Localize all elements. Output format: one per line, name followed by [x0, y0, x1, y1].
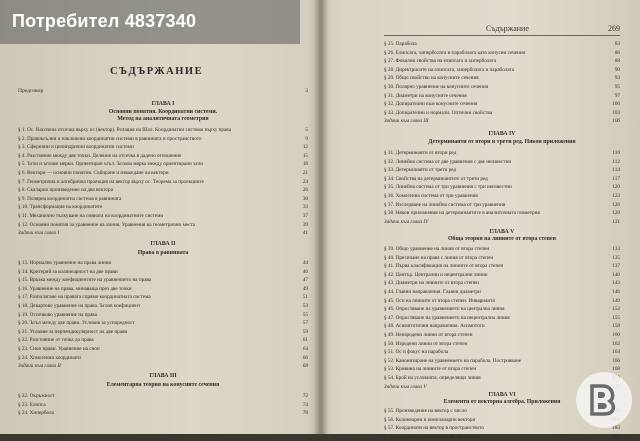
toc-entry — [384, 158, 620, 167]
toc-entry-title: § 45. Оси на линиите от втора степен. Инварианти — [384, 297, 496, 304]
toc-entry — [384, 183, 620, 192]
toc-entry-page: 30 — [302, 195, 308, 202]
toc-entry-page: 41 — [302, 230, 308, 237]
intro-entry — [18, 88, 308, 94]
toc-entry — [384, 424, 620, 433]
toc-entry-page: 149 — [612, 297, 620, 304]
toc-entry — [384, 279, 620, 288]
toc-entry — [384, 209, 620, 218]
toc-entry — [384, 66, 620, 75]
toc-entry — [384, 192, 620, 201]
toc-entry — [18, 160, 308, 169]
toc-entry-page: 37 — [302, 212, 308, 219]
toc-entry-page: 57 — [302, 320, 308, 327]
toc-entry-page: 51 — [302, 294, 308, 301]
toc-entry-page: 46 — [302, 268, 308, 275]
toc-entry-title: § 16. Уравнение на права, минаваща през две точки — [18, 285, 132, 292]
toc-entry-title: § 23. Сноп прави. Уравнение на сноп — [18, 345, 100, 352]
toc-entry — [18, 311, 308, 320]
toc-entry — [384, 40, 620, 49]
toc-entry — [384, 175, 620, 184]
toc-entry-title: § 22. Разстояние от точка до права — [18, 337, 94, 344]
toc-entry — [384, 218, 620, 227]
toc-entry — [18, 203, 308, 212]
toc-entry — [18, 212, 308, 221]
bazar-logo-icon — [584, 380, 624, 420]
toc-entry-page: 12 — [302, 144, 308, 151]
toc-entry-page: 123 — [612, 192, 620, 199]
toc-entry — [18, 143, 308, 152]
seller-name: Потребител 4837340 — [12, 11, 197, 31]
toc-entry — [384, 365, 620, 374]
chapter-1-entries — [18, 126, 308, 238]
toc-entry-page: 95 — [614, 83, 620, 90]
toc-entry-title: § 49. Неизродени линии от втора степен — [384, 331, 473, 338]
toc-entry-page: 64 — [302, 345, 308, 352]
toc-entry-title: § 32. Линейна система от две уравнения с две неизвестни — [384, 158, 512, 165]
toc-entry-title: § 17. Разполагане на правата спрямо координатната система — [18, 294, 151, 301]
intro-page: 3 — [305, 88, 308, 94]
toc-entry — [18, 169, 308, 178]
toc-entry-page: 83 — [614, 41, 620, 47]
chapter-1-heading: Основни понятия. Координатни системи. — [108, 109, 218, 115]
toc-entry-page: 106 — [612, 118, 620, 125]
page-number: 269 — [608, 24, 620, 33]
toc-entry-page: 133 — [612, 246, 620, 252]
toc-entry-title: § 58. Скаларно произведение на два вектора — [384, 433, 482, 440]
toc-entry — [384, 117, 620, 126]
toc-entry-page: 68 — [302, 363, 308, 370]
toc-entry-title: § 10. Трансформация на координатите — [18, 204, 103, 211]
toc-entry — [384, 149, 620, 158]
toc-entry — [18, 195, 308, 204]
toc-entry-page: 183 — [612, 425, 620, 432]
toc-entry-title: § 57. Координати на вектор в пространството — [384, 425, 484, 432]
page-title: СЪДЪРЖАНИЕ — [110, 66, 204, 77]
chapter-3-heading: Елементарна теория на конусните сечения — [106, 382, 220, 388]
toc-entry — [384, 297, 620, 306]
toc-entry-page: 15 — [302, 152, 308, 159]
toc-entry-page: 55 — [302, 311, 308, 318]
chapter-6-label: ГЛАВА VI — [488, 392, 516, 398]
toc-entry — [18, 229, 308, 238]
toc-entry-page: 44 — [302, 260, 308, 266]
chapter-2-entries — [18, 259, 308, 371]
toc-entry — [18, 152, 308, 161]
toc-entry-page: 9 — [305, 135, 308, 142]
toc-entry-page: 164 — [612, 349, 620, 356]
toc-entry-page: 88 — [614, 58, 620, 65]
toc-entry-title: § 56. Колинеарни и компланарни вектори — [384, 416, 476, 423]
toc-entry-title: § 15. Връзка между коефициентите на уравнението на права — [18, 277, 152, 284]
toc-entry-title: § 11. Механично тълкуване на смяната на координатните системи — [18, 212, 164, 219]
toc-entry — [384, 322, 620, 331]
toc-entry-title: § 43. Диаметри на линиите от втора степен — [384, 280, 479, 287]
toc-entry-page: 5 — [305, 127, 308, 133]
toc-entry-page: 126 — [612, 201, 620, 208]
toc-entry-title: § 30. Полярно уравнение на конусните сечения — [384, 83, 489, 90]
toc-entry-page: 166 — [612, 357, 620, 364]
toc-entry-page: 66 — [302, 354, 308, 361]
toc-entry-title: Задачи към глава V — [384, 383, 427, 390]
toc-entry-page: 100 — [612, 101, 620, 108]
toc-entry-title: § 50. Изродени линии от втора степен — [384, 340, 468, 347]
toc-entry — [384, 357, 620, 366]
left-page — [0, 0, 318, 434]
chapter-5-heading: Обща теория на линиите от втора степен — [448, 236, 556, 242]
toc-entry-title: § 53. Кривина на линиите от втора степен — [384, 366, 477, 373]
toc-entry-title: Задачи към глава I — [18, 230, 60, 237]
toc-entry — [384, 74, 620, 83]
toc-entry-page: 155 — [612, 314, 620, 321]
toc-entry — [384, 92, 620, 101]
toc-entry-title: § 6. Вектори — основни понятия. Събиране и изваждане на вектори — [18, 169, 169, 176]
toc-entry-page: 93 — [614, 75, 620, 82]
toc-entry-title: § 22. Окръжност — [18, 393, 55, 399]
toc-entry-page: 86 — [614, 49, 620, 56]
chapter-5-entries — [384, 245, 620, 391]
toc-entry-title: § 44. Главни направления. Главни диаметри — [384, 288, 481, 295]
chapter-5-label: ГЛАВА V — [489, 229, 515, 235]
toc-entry-title: § 26. Елипсата, хиперболата и параболата като конусни сечения — [384, 49, 525, 56]
toc-entry — [18, 409, 308, 418]
toc-entry — [384, 262, 620, 271]
toc-entry — [18, 319, 308, 328]
toc-entry-page: 112 — [612, 158, 620, 165]
toc-entry — [18, 178, 308, 187]
toc-entry-title: § 36. Хомогенна система от три уравнения — [384, 192, 478, 199]
toc-entry-page: 24 — [302, 178, 308, 185]
toc-entry — [384, 49, 620, 58]
toc-entry-page: 39 — [302, 221, 308, 228]
toc-entry-page: 158 — [612, 323, 620, 330]
toc-entry — [18, 186, 308, 195]
toc-entry-title: § 14. Критерий за колинеарност на две прави — [18, 268, 118, 275]
toc-entry-page: 131 — [612, 218, 620, 225]
toc-entry-title: Задачи към глава III — [384, 118, 429, 125]
toc-entry-title: § 33. Детерминанти от трети ред — [384, 167, 457, 174]
toc-entry-title: § 19. Отсечково уравнение на права — [18, 311, 97, 318]
toc-entry-title: § 21. Условие за перпендикулярност на две прави — [18, 328, 128, 335]
toc-entry-page: 135 — [612, 254, 620, 261]
chapter-4-entries — [384, 149, 620, 226]
toc-entry-page: 103 — [612, 109, 620, 116]
toc-entry-page: 74 — [302, 401, 308, 408]
toc-entry-page: 162 — [612, 340, 620, 347]
toc-entry-title: § 31. Диаметри на конусните сечения — [384, 92, 467, 99]
toc-entry-title: § 3. Сферични и цилиндрични координатни системи — [18, 144, 134, 151]
toc-entry-title: § 9. Полярна координатна система в равнината — [18, 195, 122, 202]
toc-entry — [384, 57, 620, 66]
toc-entry-title: § 34. Свойства на детерминантите от трети ред — [384, 175, 488, 182]
toc-entry-page: 117 — [612, 175, 620, 182]
toc-entry — [384, 201, 620, 210]
toc-entry — [384, 100, 620, 109]
toc-entry-title: § 20. Ъгъл между две прави. Условия за успоредност — [18, 320, 135, 327]
toc-entry — [18, 302, 308, 311]
toc-entry — [384, 109, 620, 118]
toc-entry — [18, 259, 308, 268]
toc-entry-title: § 23. Елипса — [18, 401, 46, 408]
toc-entry — [384, 166, 620, 175]
toc-entry-page: 26 — [302, 187, 308, 194]
toc-entry-page: 114 — [612, 167, 620, 174]
toc-entry — [18, 135, 308, 144]
toc-entry-title: § 31. Детерминанти от втори ред — [384, 150, 457, 156]
chapter-1-subheading: Метод на аналитичната геометрия — [117, 116, 209, 122]
toc-entry-title: § 1. Ос. Насочена отсечка върху ос (вектор). Релация на Шал. Координатни системи върху права — [18, 127, 231, 133]
chapter-6-heading: Елементи от векторна алгебра. Приложения — [443, 399, 561, 405]
toc-entry-title: § 35. Линейна система от три уравнения с три неизвестни — [384, 184, 512, 191]
chapter-4-label: ГЛАВА IV — [488, 131, 516, 137]
toc-entry-title: § 5. Ъгли и ъглови мерки. Ориентиран ъгъл. Ъглова мярка между ориентирани ъгли — [18, 161, 203, 168]
toc-entry — [18, 268, 308, 277]
toc-entry-title: § 37. Изследване на линейна система от три уравнения — [384, 201, 506, 208]
chapter-1-label: ГЛАВА I — [151, 101, 175, 107]
intro-label: Предговор — [18, 88, 44, 94]
toc-entry-title: § 25. Парабола — [384, 41, 417, 47]
toc-entry — [18, 401, 308, 410]
toc-entry — [18, 354, 308, 363]
toc-entry-page: 97 — [614, 92, 620, 99]
chapter-3-continued-entries — [384, 40, 620, 126]
running-header: Съдържание — [486, 24, 529, 33]
toc-entry-page: 21 — [302, 169, 308, 176]
toc-entry — [18, 392, 308, 401]
toc-entry-title: § 48. Асимптотични направления. Асимптоти — [384, 323, 485, 330]
toc-entry-title: § 24. Хипербола — [18, 410, 54, 417]
toc-entry — [18, 126, 308, 135]
toc-entry — [18, 362, 308, 371]
right-page — [324, 0, 640, 440]
toc-entry-page: 78 — [302, 410, 308, 417]
toc-entry-title: § 24. Хомогенни координати — [18, 354, 81, 361]
toc-entry-title: § 51. Ос и фокус на парабола — [384, 349, 449, 356]
toc-entry-page: 168 — [612, 366, 620, 373]
toc-entry-page: 152 — [612, 306, 620, 313]
toc-entry-title: § 38. Някои приложения на детерминантите в аналитичната геометрия — [384, 210, 540, 217]
toc-entry — [384, 288, 620, 297]
seller-banner — [0, 0, 300, 44]
toc-entry — [384, 340, 620, 349]
toc-entry-title: § 33. Допирателни и нормали. Оптични свойства — [384, 109, 492, 116]
toc-entry-title: § 4. Разстояние между две точки. Деление на отсечка в дадено отношение — [18, 152, 182, 159]
toc-entry-page: 120 — [612, 184, 620, 191]
chapter-4-heading: Детерминанти от втори и трети ред. Някои приложения — [428, 139, 576, 145]
toc-entry-page: 143 — [612, 280, 620, 287]
toc-entry — [384, 314, 620, 323]
toc-entry-title: § 39. Общо уравнение на линия от втора степен — [384, 246, 490, 252]
toc-entry-title: § 29. Общо свойство на конусните сечения — [384, 75, 479, 82]
toc-entry-page: 72 — [302, 393, 308, 399]
toc-entry-title: Задачи към глава IV — [384, 218, 429, 225]
toc-entry — [18, 221, 308, 230]
toc-entry-title: § 32. Допирателни към конусните сечения — [384, 101, 478, 108]
toc-entry-title: § 46. Опростяване на уравнението на централна линия — [384, 306, 505, 313]
toc-entry-page: 61 — [302, 337, 308, 344]
toc-entry — [18, 285, 308, 294]
toc-entry — [18, 293, 308, 302]
toc-entry-title: § 42. Център. Централни и нецентрални линии — [384, 271, 488, 278]
toc-entry — [18, 328, 308, 337]
toc-entry-page: 59 — [302, 328, 308, 335]
toc-entry-page: 129 — [612, 210, 620, 217]
toc-entry-page: 47 — [302, 277, 308, 284]
chapter-2-label: ГЛАВА II — [150, 241, 176, 247]
toc-entry — [384, 271, 620, 280]
toc-entry-title: § 55. Произведение на вектор с число — [384, 408, 467, 414]
toc-entry-page: 49 — [302, 285, 308, 292]
toc-entry-title: § 8. Скаларно произведение на два вектора — [18, 187, 113, 194]
toc-entry — [384, 348, 620, 357]
toc-entry-page: 18 — [302, 161, 308, 168]
toc-entry — [384, 254, 620, 263]
toc-entry-title: § 52. Канонизиране на уравнението на парабола. Построяване — [384, 357, 522, 364]
chapter-2-heading: Права в равнината — [137, 250, 189, 256]
toc-entry-title: § 28. Директрисите на елипсата, хиперболата и параболата — [384, 66, 515, 73]
toc-entry-page: 186 — [612, 433, 620, 440]
toc-entry — [384, 83, 620, 92]
toc-entry — [384, 331, 620, 340]
toc-entry-title: § 2. Правоъгълни и наклонени координатни системи в равнината и пространството — [18, 135, 202, 142]
toc-entry-page: 53 — [302, 302, 308, 309]
toc-entry-title: § 54. Брой на условията, определящи линия — [384, 374, 481, 381]
toc-entry — [18, 276, 308, 285]
toc-entry-title: § 27. Фокални свойства на елипсата и хиперболата — [384, 58, 497, 65]
toc-entry-title: § 41. Първа класификация на линиите от втора степен — [384, 263, 504, 270]
toc-entry — [384, 245, 620, 254]
toc-entry-page: 90 — [614, 66, 620, 73]
toc-entry-title: § 47. Опростяване на уравнението на нецентрална линия — [384, 314, 510, 321]
header-rule — [384, 35, 620, 36]
toc-entry — [384, 305, 620, 314]
toc-entry-title: Задачи към глава II — [18, 363, 61, 370]
toc-entry-page: 140 — [612, 271, 620, 278]
toc-entry-page: 137 — [612, 263, 620, 270]
toc-entry-title: § 40. Пресичане на права с линия от втора степен — [384, 254, 494, 261]
toc-entry — [18, 336, 308, 345]
toc-entry-title: § 18. Декартово уравнение на права. Ъглов коефициент — [18, 302, 141, 309]
toc-entry-title: § 7. Геометрична и алгебрична проекция на вектор върху ос. Теорема за проекциите — [18, 178, 204, 185]
toc-entry — [384, 433, 620, 441]
chapter-3-entries — [18, 392, 308, 418]
toc-entry-page: 146 — [612, 288, 620, 295]
toc-entry — [18, 345, 308, 354]
chapter-3-label: ГЛАВА III — [149, 373, 177, 379]
toc-entry-page: 160 — [612, 331, 620, 338]
toc-entry-title: § 12. Основни понятия за уравнение на линия. Уравнения на геометрични места — [18, 221, 196, 228]
watermark-logo — [576, 372, 632, 428]
toc-entry-title: § 13. Нормално уравнение на права линия — [18, 260, 111, 266]
toc-entry-page: 33 — [302, 204, 308, 211]
toc-entry-page: 110 — [612, 150, 620, 156]
